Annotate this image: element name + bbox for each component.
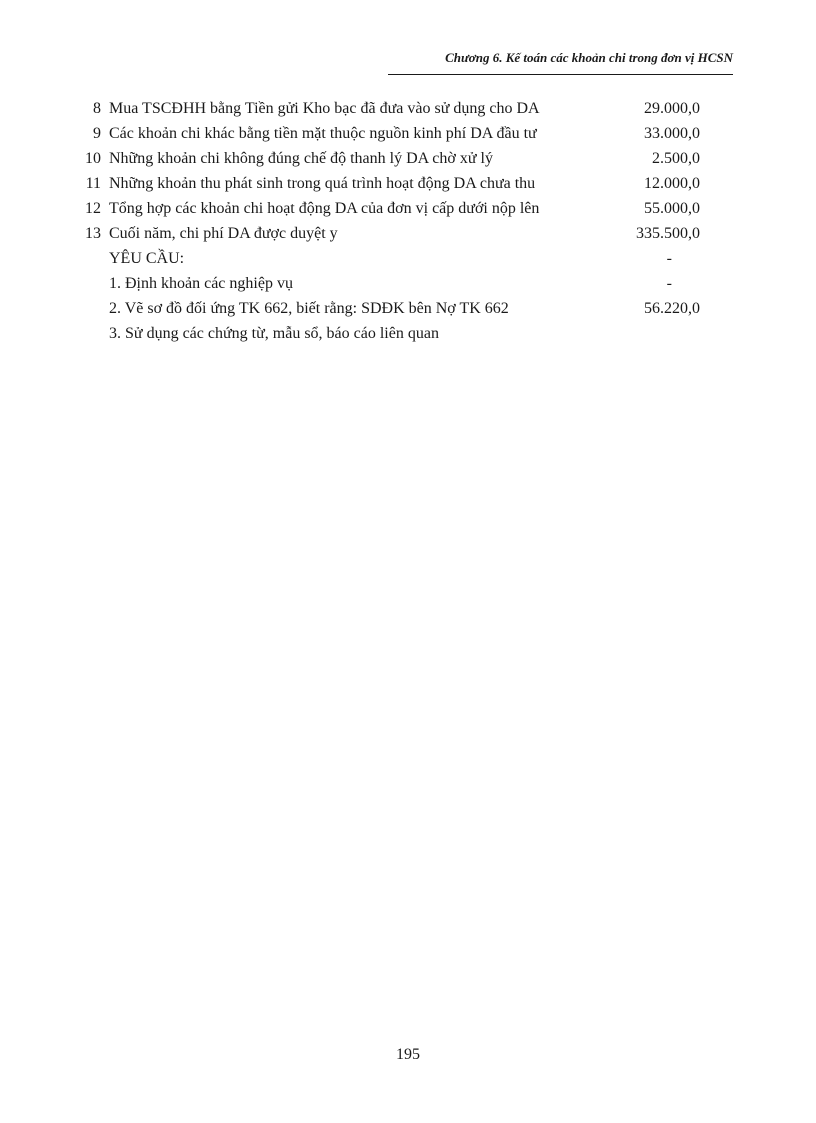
item-description: YÊU CẦU: bbox=[109, 250, 185, 267]
list-item bbox=[0, 171, 816, 196]
list-item bbox=[0, 146, 816, 171]
item-description: Các khoản chi khác bằng tiền mặt thuộc nguồn kinh phí DA đầu tư bbox=[109, 125, 537, 142]
item-number: 8 bbox=[93, 100, 101, 117]
requirement-item bbox=[0, 271, 816, 296]
item-amount: 12.000,0 bbox=[644, 175, 700, 192]
requirement-item bbox=[0, 296, 816, 321]
requirement-item bbox=[0, 321, 816, 346]
item-description: Những khoản chi không đúng chế độ thanh lý DA chờ xử lý bbox=[109, 150, 493, 167]
item-amount: - bbox=[666, 275, 672, 292]
item-description: 2. Vẽ sơ đồ đối ứng TK 662, biết rằng: SDĐK bên Nợ TK 662 bbox=[109, 300, 509, 317]
item-description: Mua TSCĐHH bằng Tiền gửi Kho bạc đã đưa vào sử dụng cho DA bbox=[109, 100, 540, 117]
page-number: 195 bbox=[396, 1046, 420, 1063]
list-item bbox=[0, 221, 816, 246]
item-number: 9 bbox=[93, 125, 101, 142]
item-amount: 56.220,0 bbox=[644, 300, 700, 317]
header-rule bbox=[388, 74, 733, 75]
list-item bbox=[0, 196, 816, 221]
item-number: 11 bbox=[85, 175, 101, 192]
item-amount: 29.000,0 bbox=[644, 100, 700, 117]
item-amount: 335.500,0 bbox=[636, 225, 700, 242]
item-amount: 55.000,0 bbox=[644, 200, 700, 217]
exercise-list bbox=[0, 96, 816, 346]
list-item bbox=[0, 121, 816, 146]
item-number: 12 bbox=[85, 200, 101, 217]
item-number: 13 bbox=[85, 225, 101, 242]
item-description: 1. Định khoản các nghiệp vụ bbox=[109, 275, 293, 292]
requirements-heading bbox=[0, 246, 816, 271]
list-item bbox=[0, 96, 816, 121]
item-amount: - bbox=[666, 250, 672, 267]
item-amount: 2.500,0 bbox=[652, 150, 700, 167]
item-description: Tổng hợp các khoản chi hoạt động DA của đơn vị cấp dưới nộp lên bbox=[109, 200, 540, 217]
item-description: 3. Sử dụng các chứng từ, mẫu sổ, báo cáo liên quan bbox=[109, 325, 439, 342]
item-description: Cuối năm, chi phí DA được duyệt y bbox=[109, 225, 338, 242]
item-amount: 33.000,0 bbox=[644, 125, 700, 142]
item-description: Những khoản thu phát sinh trong quá trình hoạt động DA chưa thu bbox=[109, 175, 536, 192]
item-number: 10 bbox=[85, 150, 101, 167]
running-header: Chương 6. Kế toán các khoản chi trong đơn vị HCSN bbox=[445, 50, 733, 65]
